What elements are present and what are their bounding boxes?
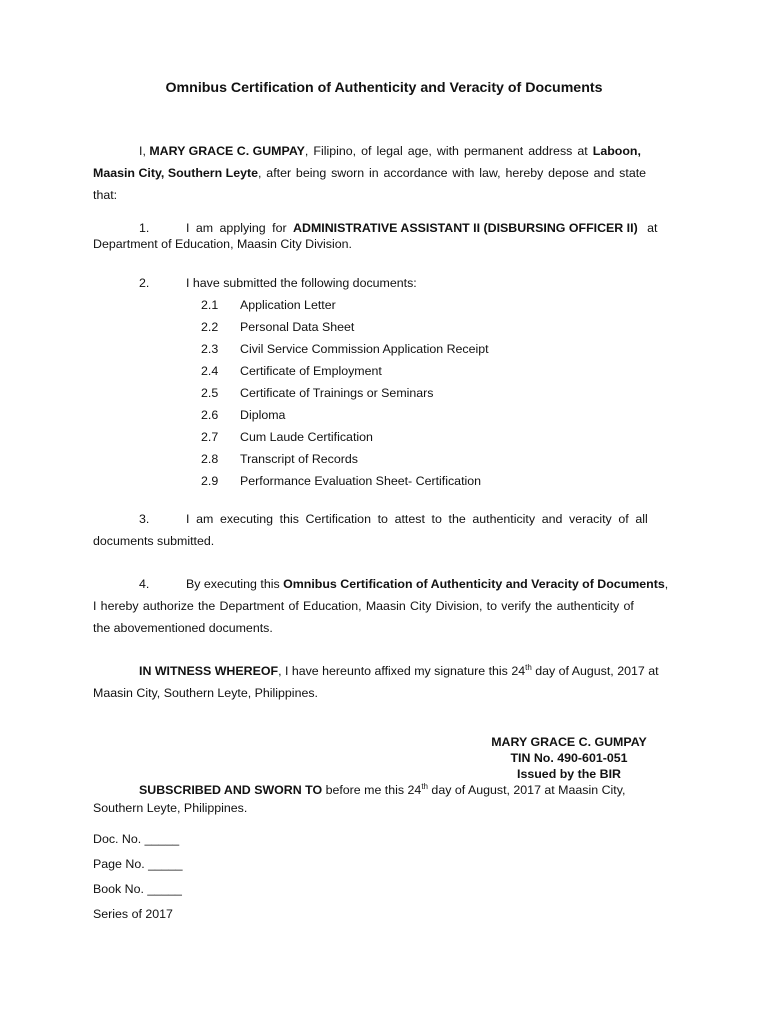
witness-line-2: Maasin City, Southern Leyte, Philippines. bbox=[93, 686, 318, 700]
item4-text-a: By executing this bbox=[186, 577, 284, 591]
item1-line-2: Department of Education, Maasin City Division. bbox=[93, 237, 352, 251]
item4-bold-title: Omnibus Certification of Authenticity and Veracity of Documents bbox=[283, 577, 665, 591]
doc-num: 2.1 bbox=[201, 298, 219, 312]
subscribed-bold: SUBSCRIBED AND SWORN TO bbox=[139, 783, 323, 797]
item3-line-2: documents submitted. bbox=[93, 534, 215, 548]
series-field: Series of 2017 bbox=[93, 907, 173, 921]
intro-line-1 bbox=[139, 144, 641, 158]
doc-num: 2.4 bbox=[201, 364, 219, 378]
subscribed-line-1 bbox=[139, 783, 625, 797]
intro-address-2: Maasin City, Southern Leyte bbox=[93, 166, 259, 180]
witness-sup: th bbox=[525, 662, 532, 672]
signatory-name: MARY GRACE C. GUMPAY bbox=[491, 735, 647, 749]
intro-line1-rest: , Filipino, of legal age, with permanent address at bbox=[304, 144, 593, 158]
item1-line-1 bbox=[186, 221, 657, 235]
item4-text-b: , bbox=[664, 577, 669, 591]
item4-line-1 bbox=[186, 577, 668, 591]
affiant-name: MARY GRACE C. GUMPAY bbox=[149, 144, 305, 158]
doc-label: Certificate of Trainings or Seminars bbox=[240, 386, 434, 400]
document-title: Omnibus Certification of Authenticity and Veracity of Documents bbox=[165, 80, 603, 96]
doc-num: 2.8 bbox=[201, 452, 219, 466]
doc-label: Certificate of Employment bbox=[240, 364, 382, 378]
witness-bold: IN WITNESS WHEREOF bbox=[139, 664, 279, 678]
doc-label: Diploma bbox=[240, 408, 286, 422]
doc-num: 2.2 bbox=[201, 320, 219, 334]
doc-num: 2.3 bbox=[201, 342, 219, 356]
subscribed-line-2: Southern Leyte, Philippines. bbox=[93, 801, 248, 815]
intro-line2-rest: , after being sworn in accordance with law, hereby depose and state bbox=[258, 166, 647, 180]
subscribed-text-a: before me this 24 bbox=[322, 783, 422, 797]
item4-line-3: the abovementioned documents. bbox=[93, 621, 273, 635]
item1-text-b: at bbox=[643, 221, 658, 235]
intro-line-2 bbox=[93, 166, 646, 180]
subscribed-text-b: day of August, 2017 at Maasin City, bbox=[427, 783, 626, 797]
item2-text: I have submitted the following documents: bbox=[186, 276, 417, 290]
doc-label: Civil Service Commission Application Receipt bbox=[240, 342, 489, 356]
signatory-tin: TIN No. 490-601-051 bbox=[510, 751, 628, 765]
subscribed-sup: th bbox=[421, 781, 428, 791]
doc-label: Cum Laude Certification bbox=[240, 430, 373, 444]
intro-address-1: Laboon, bbox=[592, 144, 641, 158]
book-no-field: Book No. _____ bbox=[93, 882, 182, 896]
doc-label: Personal Data Sheet bbox=[240, 320, 355, 334]
doc-num: 2.6 bbox=[201, 408, 219, 422]
intro-line-3: that: bbox=[93, 188, 118, 202]
witness-line-1 bbox=[139, 664, 659, 678]
doc-no-field: Doc. No. _____ bbox=[93, 832, 180, 846]
applied-position: ADMINISTRATIVE ASSISTANT II (DISBURSING OFFICER II) bbox=[293, 221, 638, 235]
item1-text-a: I am applying for bbox=[186, 221, 294, 235]
doc-label: Application Letter bbox=[240, 298, 336, 312]
doc-label: Performance Evaluation Sheet- Certification bbox=[240, 474, 482, 488]
doc-label: Transcript of Records bbox=[240, 452, 358, 466]
doc-num: 2.5 bbox=[201, 386, 219, 400]
witness-text-a: , I have hereunto affixed my signature this 24 bbox=[278, 664, 526, 678]
witness-text-b: day of August, 2017 at bbox=[531, 664, 659, 678]
item4-line-2: I hereby authorize the Department of Education, Maasin City Division, to verify the authenticity of bbox=[93, 599, 634, 613]
item4-number: 4. bbox=[139, 577, 150, 591]
item3-line-1: I am executing this Certification to attest to the authenticity and veracity of all bbox=[186, 512, 648, 526]
doc-num: 2.7 bbox=[201, 430, 219, 444]
intro-prefix: I, bbox=[139, 144, 150, 158]
doc-num: 2.9 bbox=[201, 474, 219, 488]
signatory-issued: Issued by the BIR bbox=[517, 767, 621, 781]
item2-number: 2. bbox=[139, 276, 150, 290]
item1-number: 1. bbox=[139, 221, 150, 235]
page-no-field: Page No. _____ bbox=[93, 857, 183, 871]
item3-number: 3. bbox=[139, 512, 150, 526]
